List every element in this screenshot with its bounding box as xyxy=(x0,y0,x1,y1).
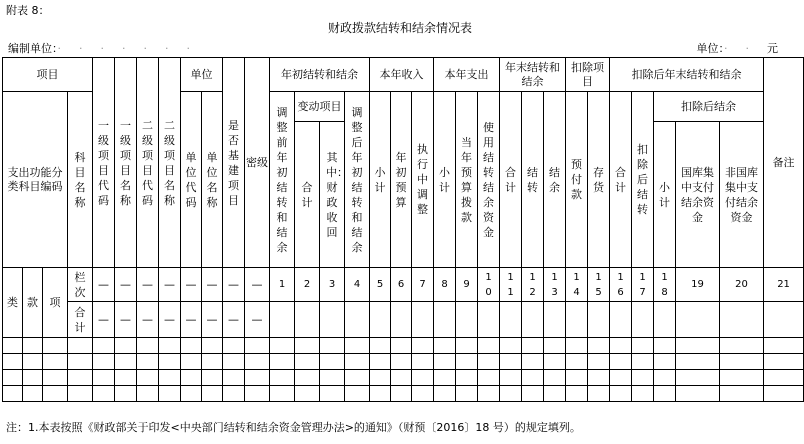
header-lvl1-code: 一级项目代码 xyxy=(93,58,115,268)
unit-value: 元 xyxy=(767,42,778,55)
header-expense-group: 本年支出 xyxy=(434,58,500,92)
empty-cell[interactable] xyxy=(412,302,434,338)
header-func-code: 支出功能分类科目编码 xyxy=(3,92,68,268)
col-number: 2 xyxy=(295,268,320,302)
header-change-total: 合计 xyxy=(295,122,320,268)
header-remark: 备注 xyxy=(764,58,804,268)
col-number: 15 xyxy=(588,268,610,302)
empty-cell[interactable] xyxy=(764,302,804,338)
header-subj-name: 科目名称 xyxy=(68,92,93,268)
blank-row xyxy=(3,338,804,354)
col-number: 12 xyxy=(522,268,544,302)
unit-label xyxy=(697,40,779,56)
empty-cell[interactable] xyxy=(270,302,295,338)
header-deduct-stock: 存货 xyxy=(588,92,610,268)
header-change-fin: 其中：财政收回 xyxy=(320,122,345,268)
header-deduct-prepay: 预付款 xyxy=(566,92,588,268)
dash-cell: — xyxy=(223,302,245,338)
header-expense-use: 使用结转结余资金 xyxy=(478,92,500,268)
empty-cell[interactable] xyxy=(632,302,654,338)
col-number: 11 xyxy=(500,268,522,302)
header-unit-code: 单位代码 xyxy=(181,92,202,268)
header-end-carry: 结转 xyxy=(522,92,544,268)
header-secret: 密级 xyxy=(245,58,270,268)
header-after-carry: 扣除后结转 xyxy=(632,92,654,268)
empty-cell[interactable] xyxy=(295,302,320,338)
header-after-non-treasury: 非国库集中支付结余资金 xyxy=(720,122,764,268)
dash-cell: — xyxy=(115,268,137,302)
col-number: 20 xyxy=(720,268,764,302)
header-after-group: 扣除后年末结转和结余 xyxy=(610,58,764,92)
empty-cell[interactable] xyxy=(610,302,632,338)
header-adj-after: 调整后年初结转和结余 xyxy=(345,92,370,268)
dash-cell: — xyxy=(181,268,202,302)
header-income-sub: 小计 xyxy=(370,92,391,268)
col-number: 14 xyxy=(566,268,588,302)
dash-cell: — xyxy=(93,302,115,338)
empty-cell[interactable] xyxy=(588,302,610,338)
col-number: 17 xyxy=(632,268,654,302)
cell-kuan: 款 xyxy=(23,268,43,338)
col-number: 7 xyxy=(412,268,434,302)
header-project: 项目 xyxy=(3,58,93,92)
dash-cell: — xyxy=(202,302,223,338)
dash-cell: — xyxy=(93,268,115,302)
header-after-surplus-group: 扣除后结余 xyxy=(654,92,764,122)
col-number: 4 xyxy=(345,268,370,302)
empty-cell[interactable] xyxy=(434,302,456,338)
cell-xiang: 项 xyxy=(43,268,68,338)
dash-cell: — xyxy=(159,302,181,338)
unit-label-text: 单位： xyxy=(696,42,724,55)
empty-cell[interactable] xyxy=(522,302,544,338)
header-adj-before: 调整前年初结转和结余 xyxy=(270,92,295,268)
empty-cell[interactable] xyxy=(544,302,566,338)
dash-cell: — xyxy=(202,268,223,302)
empty-cell[interactable] xyxy=(720,302,764,338)
col-number: 3 xyxy=(320,268,345,302)
header-income-budget: 年初预算 xyxy=(391,92,412,268)
col-number: 9 xyxy=(456,268,478,302)
header-expense-sub: 小计 xyxy=(434,92,456,268)
cell-lei: 类 xyxy=(3,268,23,338)
header-end-surplus: 结余 xyxy=(544,92,566,268)
header-after-treasury: 国库集中支付结余资金 xyxy=(676,122,720,268)
dash-cell: — xyxy=(115,302,137,338)
empty-cell[interactable] xyxy=(676,302,720,338)
footnote: 注：1.本表按照《财政部关于印发<中央部门结转和结余资金管理办法>的通知》（财预〔2016〕18 号）的规定填列。 xyxy=(6,421,581,434)
empty-cell[interactable] xyxy=(478,302,500,338)
blank-row xyxy=(3,354,804,370)
header-begin-group: 年初结转和结余 xyxy=(270,58,370,92)
col-number: 1 xyxy=(270,268,295,302)
org-label-text: 编制单位： xyxy=(8,42,58,55)
org-label xyxy=(8,40,208,56)
attachment-label: 附表 8： xyxy=(6,4,50,17)
header-expense-budget: 当年预算拨款 xyxy=(456,92,478,268)
header-change-group: 变动项目 xyxy=(295,92,345,122)
col-number: 13 xyxy=(544,268,566,302)
table-title: 财政拨款结转和结余情况表 xyxy=(327,21,472,35)
header-unit-group: 单位 xyxy=(181,58,223,92)
empty-cell[interactable] xyxy=(654,302,676,338)
dash-cell: — xyxy=(137,268,159,302)
col-number: 16 xyxy=(610,268,632,302)
header-end-group: 年末结转和结余 xyxy=(500,58,566,92)
dash-cell: — xyxy=(159,268,181,302)
blank-row xyxy=(3,386,804,402)
empty-cell[interactable] xyxy=(370,302,391,338)
header-lvl2-code: 二级项目代码 xyxy=(137,58,159,268)
cell-col-row: 栏次 xyxy=(68,268,93,302)
dash-cell: — xyxy=(245,268,270,302)
header-is-basic: 是否基建项目 xyxy=(223,58,245,268)
empty-cell[interactable] xyxy=(456,302,478,338)
carryover-table xyxy=(2,57,804,402)
header-after-surplus-sub: 小计 xyxy=(654,122,676,268)
cell-total-row: 合计 xyxy=(68,302,93,338)
col-number: 19 xyxy=(676,268,720,302)
empty-cell[interactable] xyxy=(391,302,412,338)
dash-cell: — xyxy=(245,302,270,338)
unit-value-blank: ·· xyxy=(724,42,767,55)
header-deduct-group: 扣除项目 xyxy=(566,58,610,92)
header-lvl2-name: 二级项目名称 xyxy=(159,58,181,268)
col-number: 18 xyxy=(654,268,676,302)
empty-cell[interactable] xyxy=(500,302,522,338)
empty-cell[interactable] xyxy=(345,302,370,338)
col-number: 5 xyxy=(370,268,391,302)
dash-cell: — xyxy=(137,302,159,338)
empty-cell[interactable] xyxy=(566,302,588,338)
org-value-blank: ······· xyxy=(57,42,208,55)
blank-row xyxy=(3,370,804,386)
header-lvl1-name: 一级项目名称 xyxy=(115,58,137,268)
header-income-group: 本年收入 xyxy=(370,58,434,92)
dash-cell: — xyxy=(223,268,245,302)
col-number: 6 xyxy=(391,268,412,302)
header-unit-name: 单位名称 xyxy=(202,92,223,268)
dash-cell: — xyxy=(181,302,202,338)
empty-cell[interactable] xyxy=(320,302,345,338)
header-end-total: 合计 xyxy=(500,92,522,268)
col-number: 8 xyxy=(434,268,456,302)
col-number: 21 xyxy=(764,268,804,302)
col-number: 10 xyxy=(478,268,500,302)
header-income-exec: 执行中调整 xyxy=(412,92,434,268)
header-after-total: 合计 xyxy=(610,92,632,268)
